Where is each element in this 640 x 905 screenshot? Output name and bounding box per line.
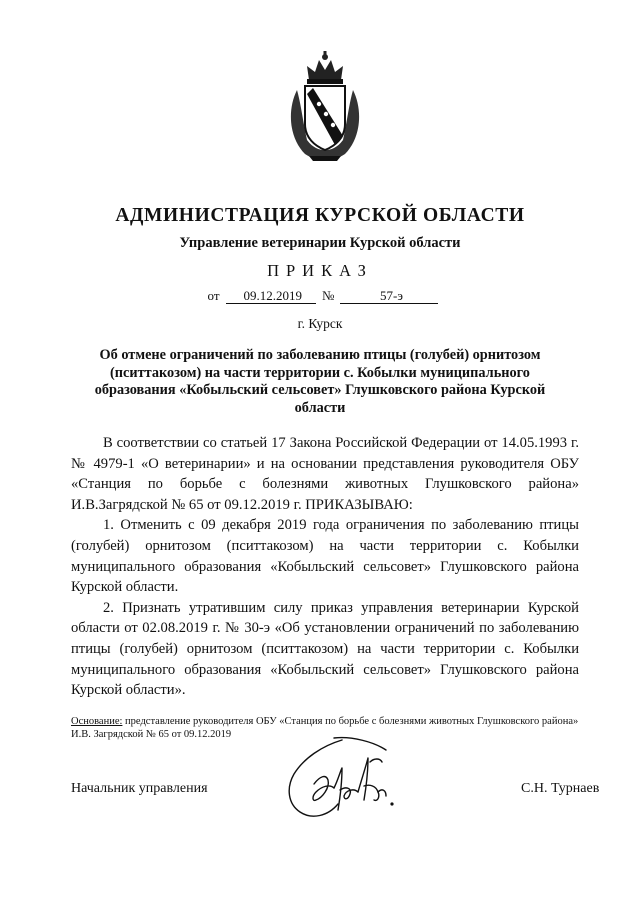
document-body: [71, 433, 579, 701]
organization-title: АДМИНИСТРАЦИЯ КУРСКОЙ ОБЛАСТИ: [115, 205, 525, 226]
document-meta: [0, 288, 640, 304]
basis-line-2: И.В. Загрядской № 65 от 09.12.2019: [71, 729, 232, 740]
signer-name: С.Н. Турнаев: [521, 781, 600, 796]
preamble-paragraph: В соответствии со статьей 17 Закона Российской Федерации от 14.05.1993 г. № 4979-1 «О ветеринарии» и на основании представления руководителя ОБУ «Станция по борьбе с болезнями животных Глушковского района» И.В.Загрядской № 65 от 09.12.2019 г. ПРИКАЗЫВАЮ:: [71, 435, 579, 513]
date-label: от: [207, 288, 220, 303]
basis-line-1: представление руководителя ОБУ «Станция по борьбе с болезнями животных Глушковского района»: [122, 716, 579, 727]
department-title: Управление ветеринарии Курской области: [179, 235, 461, 251]
order-item-2: 2. Признать утратившим силу приказ управления ветеринарии Курской области от 02.08.2019 г. № 30-э «Об установлении ограничений по заболеванию птицы (голубей) орнитозом (пситтакозом) на части территории с. Кобылки муниципального образования «Кобыльский сельсовет» Глушковского района Курской области».: [71, 599, 579, 699]
coat-of-arms-icon: [283, 50, 367, 164]
document-type: ПРИКАЗ: [267, 261, 373, 280]
number-label: №: [322, 288, 335, 303]
document-date: 09.12.2019: [226, 289, 317, 304]
document-subject: Об отмене ограничений по заболеванию птицы (голубей) орнитозом (пситтакозом) на части территории с. Кобылки муниципального образования «Кобыльский сельсовет» Глушковского района Курской области: [94, 347, 546, 416]
document-city: г. Курск: [297, 316, 343, 331]
signature-icon: [282, 728, 408, 828]
signer-position: Начальник управления: [71, 781, 208, 796]
basis-label: Основание:: [71, 716, 123, 727]
order-item-1: 1. Отменить с 09 декабря 2019 года ограничения по заболеванию птицы (голубей) орнитозом (пситтакозом) на части территории с. Кобылки муниципального образования «Кобыльский сельсовет» Глушковского района Курской области.: [71, 517, 579, 596]
document-number: 57-э: [340, 289, 438, 304]
